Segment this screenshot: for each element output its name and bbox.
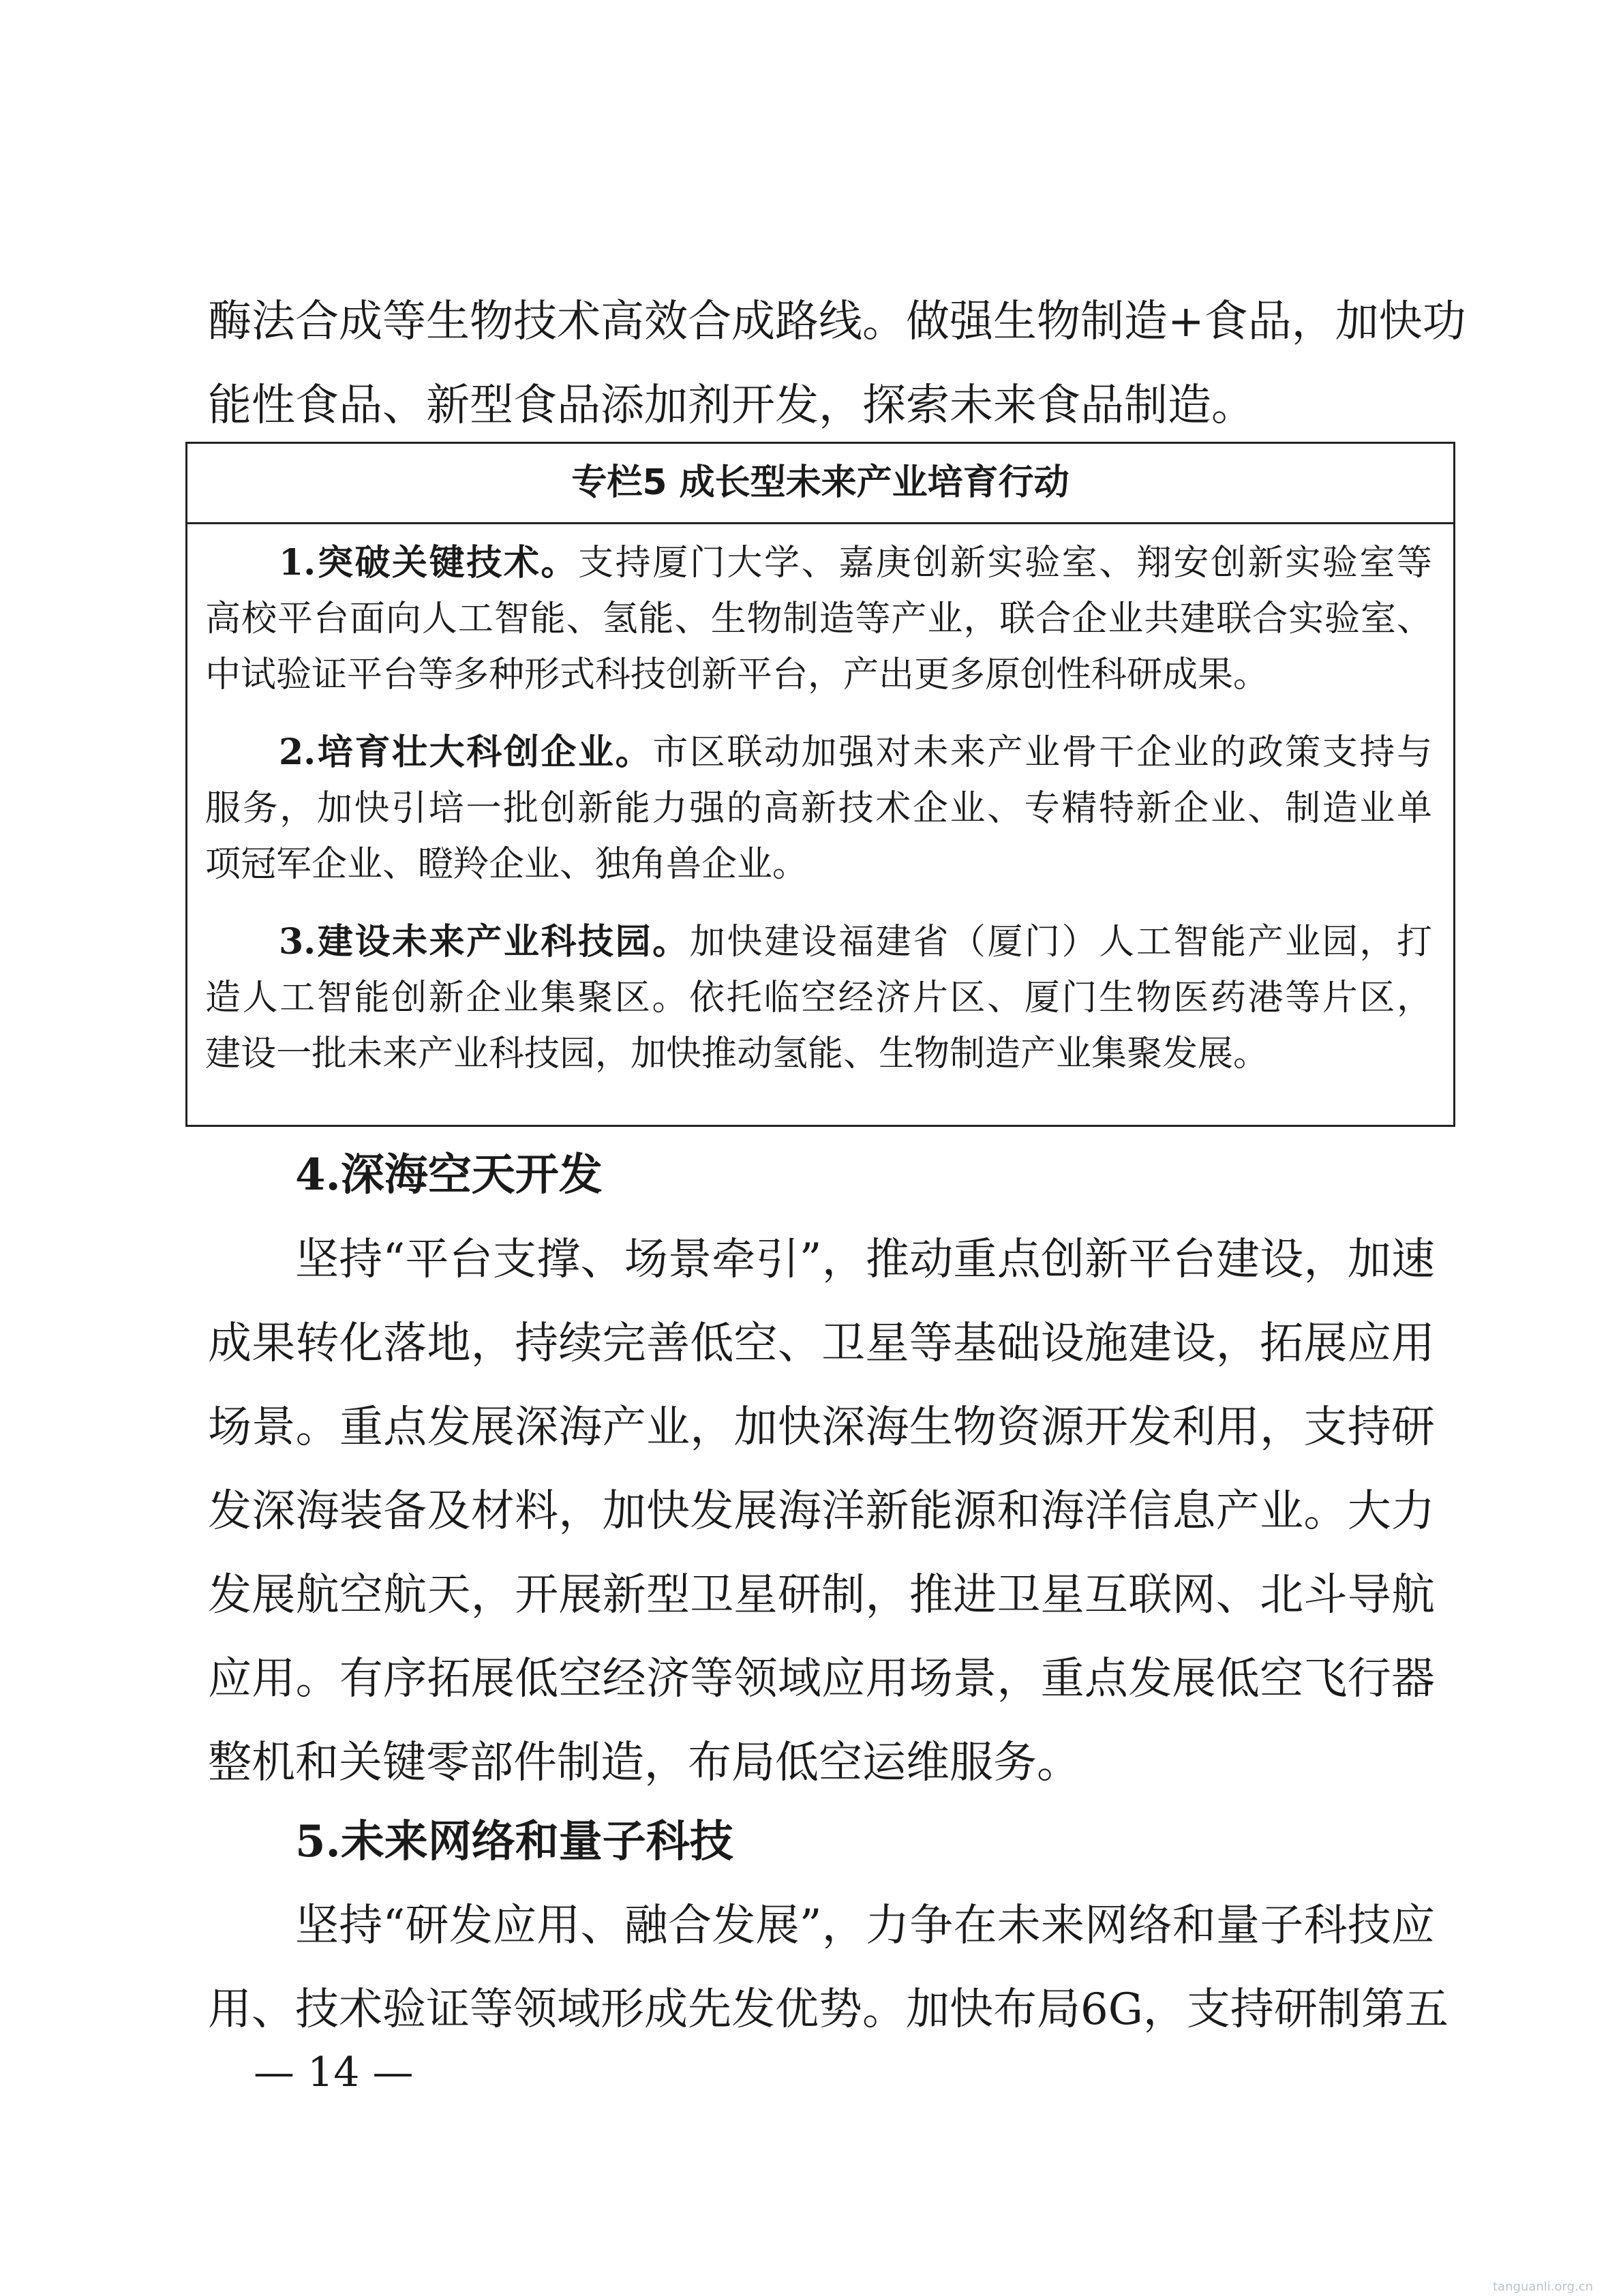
box-item-3-line-1 (279, 918, 1432, 966)
box-item-2-line-1 (279, 729, 1432, 776)
box-item-3-text-1: 加快建设福建省（厦门）人工智能产业园，打 (689, 922, 1432, 963)
section-4-line-6: 应用。有序拓展低空经济等领域应用场景，重点发展低空飞行器 (208, 1654, 1435, 1704)
feature-box-title-row (187, 444, 1453, 524)
watermark: tanguanli.org.cn (1493, 2280, 1594, 2294)
feature-box-title: 专栏5 成长型未来产业培育行动 (571, 462, 1070, 503)
box-item-2-line-2: 服务，加快引培一批创新能力强的高新技术企业、专精特新企业、制造业单 (205, 788, 1432, 829)
section-4-line-1: 坚持“平台支撑、场景牵引”，推动重点创新平台建设，加速 (295, 1235, 1435, 1285)
page-number: — 14 — (254, 2049, 414, 2096)
intro-line-2: 能性食品、新型食品添加剂开发，探索未来食品制造。 (208, 380, 1255, 431)
box-item-3-line-3: 建设一批未来产业科技园，加快推动氢能、生物制造产业集聚发展。 (205, 1033, 1269, 1074)
section-4-heading: 4.深海空天开发 (295, 1149, 603, 1200)
section-5-line-1: 坚持“研发应用、融合发展”，力争在未来网络和量子科技应 (295, 1901, 1435, 1951)
box-item-3-heading: 3.建设未来产业科技园。 (279, 921, 690, 963)
box-item-1-line-3: 中试验证平台等多种形式科技创新平台，产出更多原创性科研成果。 (205, 654, 1269, 695)
section-4-line-2: 成果转化落地，持续完善低空、卫星等基础设施建设，拓展应用 (208, 1318, 1435, 1369)
box-item-1-text-1: 支持厦门大学、嘉庚创新实验室、翔安创新实验室等 (578, 543, 1432, 584)
box-item-2-heading: 2.培育壮大科创企业。 (279, 731, 653, 773)
box-item-1-line-2: 高校平台面向人工智能、氢能、生物制造等产业，联合企业共建联合实验室、 (205, 599, 1432, 639)
section-4-line-7: 整机和关键零部件制造，布局低空运维服务。 (208, 1738, 1080, 1788)
section-4-line-5: 发展航空航天，开展新型卫星研制，推进卫星互联网、北斗导航 (208, 1570, 1435, 1620)
box-item-2-text-1: 市区联动加强对未来产业骨干企业的政策支持与 (652, 732, 1432, 773)
intro-line-1: 酶法合成等生物技术高效合成路线。做强生物制造+食品，加快功 (208, 297, 1466, 347)
feature-box (185, 442, 1455, 1127)
section-5-heading: 5.未来网络和量子科技 (295, 1816, 733, 1867)
section-5-line-2: 用、技术验证等领域形成先发优势。加快布局6G，支持研制第五 (208, 1984, 1448, 2035)
box-item-3-line-2: 造人工智能创新企业集聚区。依托临空经济片区、厦门生物医药港等片区， (205, 978, 1432, 1018)
box-item-1-heading: 1.突破关键技术。 (279, 542, 579, 584)
section-4-line-3: 场景。重点发展深海产业，加快深海生物资源开发利用，支持研 (208, 1402, 1435, 1453)
box-item-1-line-1 (279, 539, 1432, 587)
box-item-2-line-3: 项冠军企业、瞪羚企业、独角兽企业。 (205, 844, 808, 885)
section-4-line-4: 发深海装备及材料，加快发展海洋新能源和海洋信息产业。大力 (208, 1486, 1435, 1537)
